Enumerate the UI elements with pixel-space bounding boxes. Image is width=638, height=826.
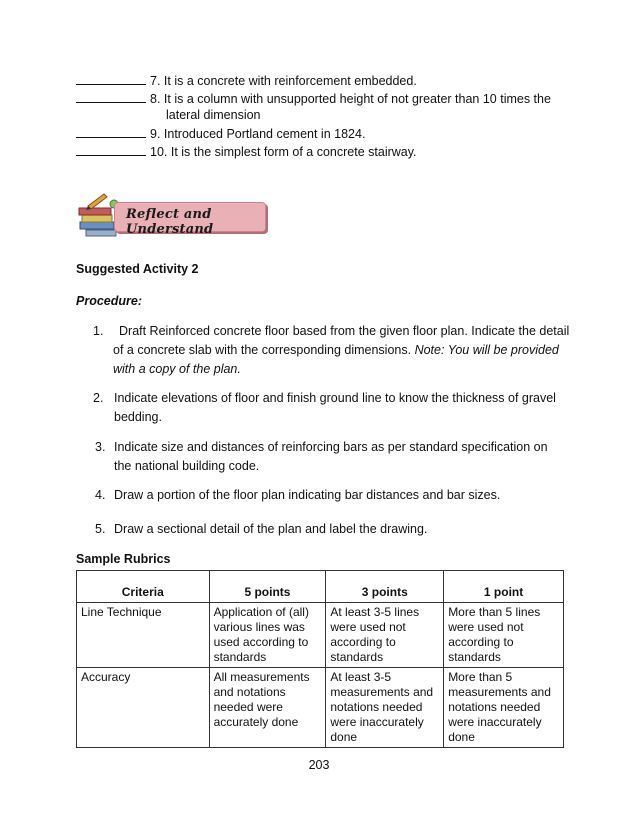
step-line: Draw a sectional detail of the plan and label the drawing.: [114, 522, 428, 536]
step-3: [95, 438, 575, 476]
step-number: 1.: [93, 324, 104, 338]
question-8: [76, 90, 551, 107]
table-cell: All measurements and notations needed were accurately done: [209, 668, 326, 748]
header-3-points: 3 points: [326, 571, 444, 603]
table-row: [77, 668, 564, 748]
step-4: [95, 486, 575, 505]
step-line: bedding.: [114, 410, 162, 424]
step-line: Indicate elevations of floor and finish ground line to know the thickness of gravel: [114, 391, 556, 405]
step-line: Draw a portion of the floor plan indicating bar distances and bar sizes.: [114, 488, 501, 502]
step-line: the national building code.: [114, 459, 260, 473]
question-8-continued: lateral dimension: [166, 108, 261, 122]
question-text: 8. It is a column with unsupported height of not greater than 10 times the: [150, 92, 551, 106]
question-text: 7. It is a concrete with reinforcement embedded.: [150, 74, 417, 88]
table-row: [77, 603, 564, 668]
question-text: 10. It is the simplest form of a concrete stairway.: [150, 145, 417, 159]
question-9: [76, 125, 365, 142]
step-number: 2.: [93, 391, 104, 405]
step-note: Note: You will be provided: [414, 343, 559, 357]
step-note: with a copy of the plan.: [113, 362, 241, 376]
table-cell: More than 5 measurements and notations needed were inaccurately done: [444, 668, 564, 748]
step-body: [115, 322, 569, 379]
rubric-table: [76, 570, 564, 748]
question-7: [76, 72, 417, 89]
table-cell: Application of (all) various lines was used according to standards: [209, 603, 326, 668]
table-cell: At least 3-5 lines were used not according to standards: [326, 603, 444, 668]
criteria-cell: Line Technique: [77, 603, 210, 668]
table-cell: At least 3-5 measurements and notations needed were inaccurately done: [326, 668, 444, 748]
step-number: 3.: [95, 440, 106, 454]
reflect-understand-banner: [74, 192, 266, 240]
step-body: [114, 389, 556, 427]
step-line: Indicate size and distances of reinforcing bars as per standard specification on: [114, 440, 548, 454]
header-5-points: 5 points: [209, 571, 326, 603]
rubric-header-row: [77, 571, 564, 603]
step-number: 4.: [95, 488, 106, 502]
activity-title: Suggested Activity 2: [76, 262, 199, 276]
header-criteria: Criteria: [77, 571, 210, 603]
rubrics-title: Sample Rubrics: [76, 552, 171, 566]
step-2: [93, 389, 573, 427]
question-text: 9. Introduced Portland cement in 1824.: [150, 127, 366, 141]
criteria-cell: Accuracy: [77, 668, 210, 748]
question-10: [76, 143, 417, 160]
step-body: [114, 486, 500, 505]
table-cell: More than 5 lines were used not according to standards: [444, 603, 564, 668]
header-1-point: 1 point: [444, 571, 564, 603]
step-number: 5.: [95, 522, 106, 536]
step-line-2: [113, 341, 569, 360]
answer-blank[interactable]: [76, 72, 146, 85]
step-line: Draft Reinforced concrete floor based from the given floor plan. Indicate the detail: [119, 324, 570, 338]
step-body: [114, 438, 548, 476]
procedure-label: Procedure:: [76, 294, 142, 308]
step-5: [95, 520, 575, 539]
step-1: [93, 322, 573, 376]
page-number: 203: [308, 758, 330, 772]
banner-label: Reflect and Understand: [126, 207, 214, 237]
answer-blank[interactable]: [76, 90, 146, 103]
step-body: [114, 520, 427, 539]
step-line: of a concrete slab with the corresponding dimensions.: [113, 343, 412, 357]
answer-blank[interactable]: [76, 125, 146, 138]
answer-blank[interactable]: [76, 143, 146, 156]
